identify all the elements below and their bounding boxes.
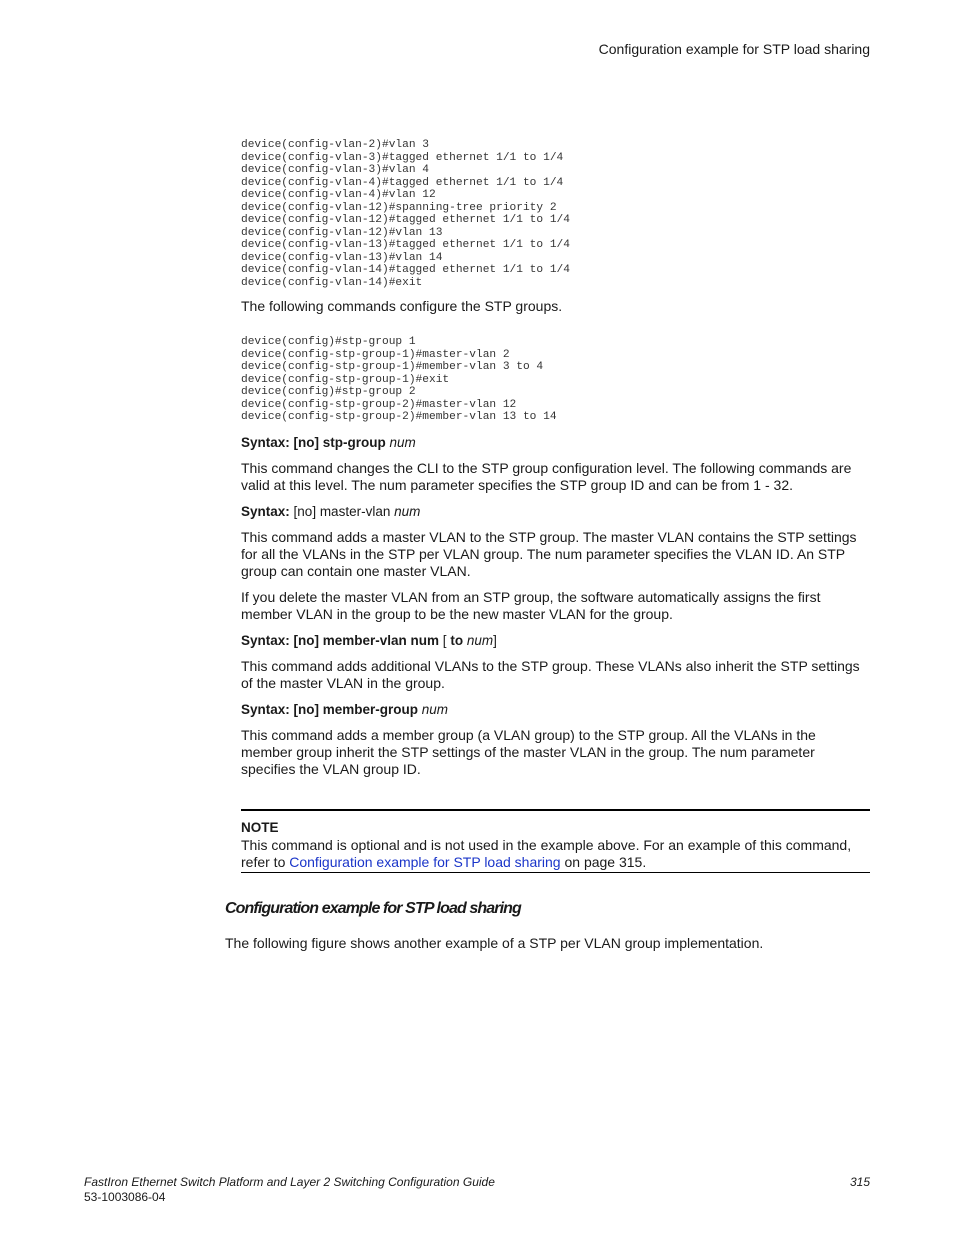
syntax-stp-group (241, 434, 871, 451)
note-box (241, 809, 870, 873)
member-group-description: This command adds a member group (a VLAN group) to the STP group. All the VLANs in the member group inherit the STP settings of the master VLAN in the group. The num parameter specifies the VLAN group ID. (241, 727, 816, 778)
footer-document-info (84, 1175, 495, 1205)
syntax-master-vlan-label: Syntax: (241, 504, 290, 519)
syntax-stp-group-command: Syntax: [no] stp-group (241, 435, 386, 450)
syntax-master-vlan-param: num (394, 504, 421, 519)
syntax-member-vlan (241, 632, 871, 649)
vlan-config-code-block: device(config-vlan-2)#vlan 3 device(config-vlan-3)#tagged ethernet 1/1 to 1/4 device(config-vlan-3)#vlan 4 device(config-vlan-4)#tagged ethernet 1/1 to 1/4 device(config-vlan-4)#vlan 12 device(config-vlan-12)#spanning-tree priority 2 device(config-vlan-12)#tagged ethernet 1/1 to 1/4 device(config-vlan-12)#vlan 13 device(config-vlan-13)#tagged ethernet 1/1 to 1/4 device(config-vlan-13)#vlan 14 device(config-vlan-14)#tagged ethernet 1/1 to 1/4 device(config-vlan-14)#exit (241, 139, 570, 289)
footer-doc-title: FastIron Ethernet Switch Platform and Layer 2 Switching Configuration Guide (84, 1175, 495, 1189)
note-cross-reference-link[interactable]: Configuration example for STP load sharing (289, 854, 561, 871)
syntax-master-vlan-command: [no] master-vlan (293, 504, 391, 519)
delete-master-vlan-description: If you delete the master VLAN from an STP group, the software automatically assigns the first member VLAN in the group to be the new master VLAN for the group. (241, 589, 821, 623)
note-text-before: This command is optional and is not used in the example above. For an example of this command, refer to (241, 837, 852, 871)
stp-groups-intro: The following commands configure the STP groups. (241, 298, 563, 314)
syntax-member-vlan-bracket-open: [ (442, 633, 447, 648)
section-heading: Configuration example for STP load sharing (225, 900, 521, 917)
master-vlan-description: This command adds a master VLAN to the STP group. The master VLAN contains the STP settings for all the VLANs in the STP per VLAN group. The num parameter specifies the VLAN ID. An STP group can contain one master VLAN. (241, 529, 857, 580)
running-header: Configuration example for STP load sharing (598, 41, 870, 57)
section-paragraph: The following figure shows another example of a STP per VLAN group implementation. (225, 935, 764, 951)
note-text-after: on page 315. (564, 854, 647, 871)
syntax-member-group-command: Syntax: [no] member-group (241, 702, 419, 717)
footer-doc-number: 53-1003086-04 (84, 1190, 166, 1204)
syntax-member-vlan-to: to (450, 633, 464, 648)
syntax-member-group (241, 701, 871, 718)
stp-group-code-block: device(config)#stp-group 1 device(config-stp-group-1)#master-vlan 2 device(config-stp-group-1)#member-vlan 3 to 4 device(config-stp-group-1)#exit device(config)#stp-group 2 device(config-stp-group-2)#master-vlan 12 device(config-stp-group-2)#member-vlan 13 to 14 (241, 336, 557, 423)
syntax-stp-group-param: num (389, 435, 416, 450)
note-label: NOTE (241, 820, 279, 835)
footer-page-number: 315 (849, 1175, 870, 1189)
syntax-member-vlan-command: Syntax: [no] member-vlan num (241, 633, 440, 648)
syntax-member-vlan-param: num (466, 633, 494, 648)
stp-group-description: This command changes the CLI to the STP group configuration level. The following commands are valid at this level. The num parameter specifies the STP group ID and can be from 1 - 32. (241, 460, 852, 494)
syntax-member-group-param: num (421, 702, 449, 717)
note-text (241, 837, 870, 871)
member-vlan-description: This command adds additional VLANs to the STP group. These VLANs also inherit the STP settings of the master VLAN in the group. (241, 658, 860, 692)
syntax-master-vlan (241, 503, 871, 520)
syntax-member-vlan-bracket-close: ] (493, 633, 497, 648)
